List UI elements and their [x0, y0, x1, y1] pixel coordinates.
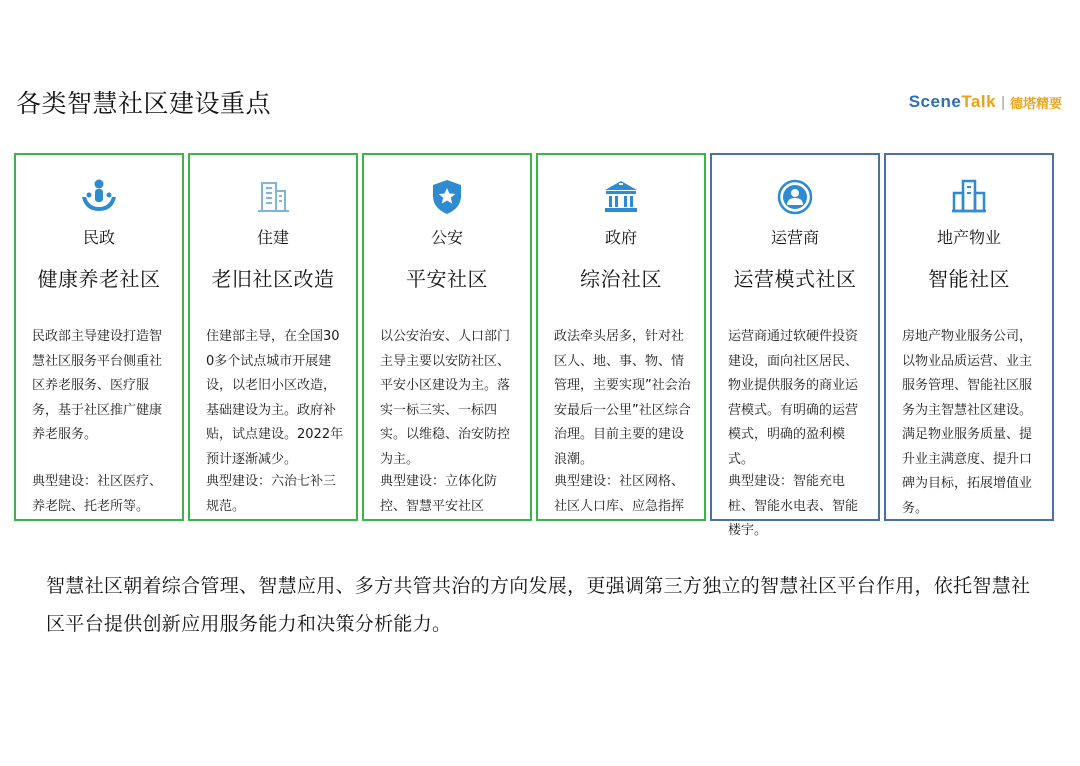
card-description: 房地产物业服务公司，以物业品质运营、业主服务管理、智能社区服务为主智慧社区建设。满足物业服务质量、提升业主满意度、提升口碑为目标，拓展增值业务。 — [902, 329, 1033, 516]
scenetalk-logo — [909, 92, 1062, 112]
card-type: 智能社区 — [928, 267, 1010, 291]
page-title: 各类智慧社区建设重点 — [16, 89, 272, 118]
card-civil-affairs — [14, 153, 184, 521]
card-type: 平安社区 — [406, 267, 488, 291]
logo-chinese-name: 德塔精要 — [1009, 95, 1062, 111]
card-typical: 典型建设：社区医疗、养老院、托老所等。 — [32, 474, 163, 514]
logo-brand — [909, 92, 996, 112]
logo-brand-part1: Scene — [908, 92, 962, 111]
summary-paragraph: 智慧社区朝着综合管理、智慧应用、多方共管共治的方向发展，更强调第三方独立的智慧社区平台作用，依托智慧社区平台提供创新应用服务能力和决策分析能力。 — [46, 575, 1031, 635]
real-estate-buildings-icon — [886, 177, 1052, 215]
card-description: 运营商通过软硬件投资建设，面向社区居民、物业提供服务的商业运营模式。有明确的运营模式，明确的盈利模式。 — [728, 329, 859, 467]
card-description: 住建部主导，在全国300多个试点城市开展建设，以老旧小区改造，基础建设为主。政府补贴，试点建设。2022年预计逐渐减少。 — [206, 329, 344, 467]
card-sector: 运营商 — [770, 228, 819, 247]
card-typical: 典型建设：智能充电桩、智能水电表、智能楼宇。 — [728, 474, 859, 538]
card-sector: 民政 — [82, 228, 115, 247]
logo-separator: | — [1001, 93, 1005, 111]
card-operator — [710, 153, 880, 538]
buildings-icon — [190, 177, 356, 215]
card-type: 综治社区 — [580, 267, 662, 291]
card-type: 老旧社区改造 — [211, 267, 335, 291]
card-public-security — [362, 153, 532, 521]
card-real-estate — [884, 153, 1054, 521]
card-sector: 地产物业 — [936, 228, 1001, 247]
card-typical: 典型建设：社区网格、社区人口库、应急指挥 — [554, 474, 685, 514]
card-government — [536, 153, 706, 521]
card-sector: 公安 — [430, 228, 463, 247]
card-typical: 典型建设：六治七补三规范。 — [206, 474, 337, 514]
card-type: 健康养老社区 — [37, 267, 161, 291]
government-building-icon — [538, 177, 704, 215]
card-sector: 住建 — [256, 228, 289, 247]
card-typical: 典型建设：立体化防控、智慧平安社区 — [380, 474, 498, 514]
logo-brand-part2: Talk — [961, 92, 997, 111]
card-description: 政法牵头居多，针对社区人、地、事、物、情管理，主要实现”社会治安最后一公里”社区综合治理。目前主要的建设浪潮。 — [554, 329, 691, 467]
operator-person-icon — [712, 177, 878, 215]
card-sector: 政府 — [604, 228, 637, 247]
card-housing — [188, 153, 358, 521]
police-shield-icon — [364, 177, 530, 215]
card-description: 民政部主导建设打造智慧社区服务平台侧重社区养老服务、医疗服务，基于社区推广健康养老服务。 — [32, 329, 163, 442]
card-type: 运营模式社区 — [733, 267, 857, 291]
card-description: 以公安治安、人口部门主导主要以安防社区、平安小区建设为主。落实一标三实、一标四实。以维稳、治安防控为主。 — [380, 329, 511, 467]
community-cards — [14, 153, 1058, 538]
elderly-care-icon — [16, 177, 182, 215]
